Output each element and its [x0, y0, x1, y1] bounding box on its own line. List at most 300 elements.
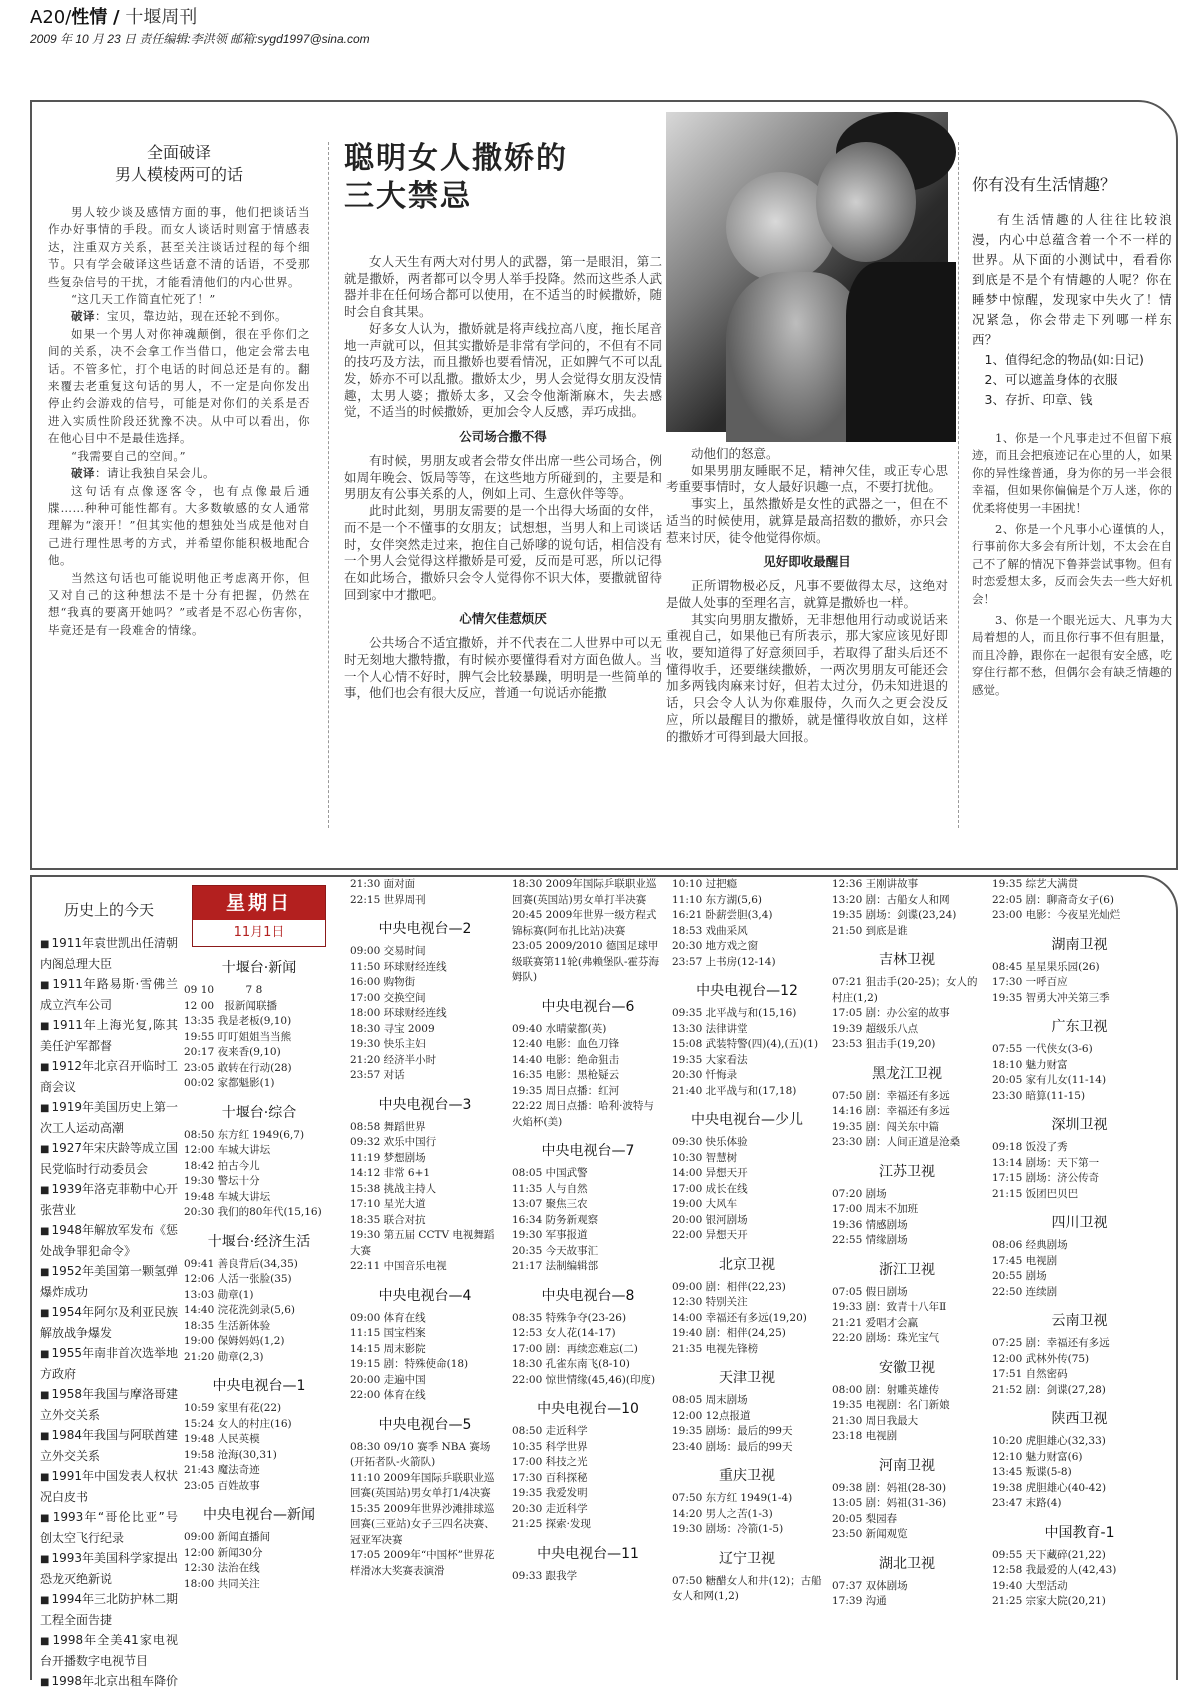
subheading: 见好即收最醒目 — [763, 554, 851, 570]
program-item: 12:58 我最爱的人(42,43) — [992, 1564, 1117, 1576]
program-item: 17:05 2009年“中国杯”世界花样滑冰大奖赛表演滑 — [350, 1549, 495, 1577]
program-item: 20:30 我们的80年代(15,16) — [184, 1206, 322, 1218]
channel-name: 十堰台·经济生活 — [207, 1233, 311, 1250]
history-event: ■ 1911年袁世凯出任清朝内阁总理大臣 — [40, 934, 178, 974]
channel-name: 中央电视台—新闻 — [203, 1507, 315, 1523]
paragraph: “这几天工作简直忙死了！” — [71, 292, 216, 307]
program-item: 19:48 车城大讲坛 — [184, 1190, 271, 1203]
page-folio — [30, 6, 1170, 30]
program-item: 19:35 剧场：剑谍(23,24) — [832, 909, 957, 921]
program-item: 21:40 北平战与和(17,18) — [672, 1084, 797, 1097]
channel-name: 中国教育-1 — [1044, 1524, 1115, 1541]
program-item: 19:40 大型活动 — [992, 1579, 1068, 1592]
channel-name: 河南卫视 — [879, 1457, 935, 1474]
keyword: 破译 — [71, 309, 95, 324]
program-item: 19:33 剧：致青十八年Ⅱ — [832, 1301, 947, 1313]
paragraph: 女人天生有两大对付男人的武器，第一是眼泪，第二就是撒娇，两者都可以令男人举手投降。然而这些杀人武器并非在任何场合都可以使用，在不适当的时候撒娇，随时会自食其果。 — [344, 255, 662, 320]
channel-name: 中央电视台—2 — [378, 921, 472, 937]
article-body — [48, 204, 310, 639]
program-item: 12:06 人活一张脸(35) — [184, 1273, 292, 1285]
channel-name: 重庆卫视 — [719, 1468, 775, 1484]
divider — [958, 142, 959, 828]
channel-name: 天津卫视 — [719, 1370, 775, 1386]
program-item: 07:50 东方红 1949(1-4) — [672, 1492, 793, 1504]
channel-name: 十堰台·新闻 — [221, 960, 297, 976]
program-item: 22:00 体育在线 — [350, 1389, 426, 1401]
program-item: 12:53 女人花(14-17) — [512, 1327, 616, 1339]
program-item: 07:25 剧：幸福还有多远 — [992, 1337, 1110, 1349]
section-name: 性情 — [71, 7, 108, 28]
program-item: 18:10 魅力财富 — [992, 1058, 1068, 1071]
program-item: 19:00 保姆妈妈(1,2) — [184, 1335, 285, 1347]
feature-box — [30, 100, 1178, 870]
program-item: 21:15 饭团巴贝巴 — [992, 1187, 1079, 1200]
paragraph: 此时此刻，男朋友需要的是一个出得大场面的女伴，而不是一个不懂事的女朋友；试想想，当男人和上司谈话时，女伴突然走过来，抱住自己娇嗲的说句话，相信没有一个男人会觉得这样撒娇是可爱，反而是可恶，所以记得在如此场合，撒娇只会令人觉得你不识大体，要撒就留待回到家中才撒吧。 — [344, 504, 662, 602]
program-item: 08:45 星星果乐园(26) — [992, 960, 1100, 973]
program-item: 08:05 周末剧场 — [672, 1394, 748, 1406]
history-event: ■ 1954年阿尔及利亚民族解放战争爆发 — [40, 1303, 178, 1343]
program-item: 09:00 新闻直播间 — [184, 1531, 271, 1543]
history-list — [40, 934, 178, 1693]
program-item: 20:00 走遍中国 — [350, 1373, 426, 1386]
program-item: 19:35 剧：闯关东中篇 — [832, 1120, 940, 1133]
program-item: 10:59 家里有花(22) — [184, 1402, 282, 1414]
program-item: 12:00 车城大讲坛 — [184, 1144, 271, 1156]
program-item: 23:05 敢转在行动(28) — [184, 1061, 292, 1074]
program-item: 11:10 东方湖(5,6) — [672, 893, 762, 906]
program-item: 09:00 剧：相伴(22,23) — [672, 1280, 786, 1293]
channel-name: 湖南卫视 — [1051, 936, 1108, 953]
program-item: 16:35 电影：黑枪疑云 — [512, 1069, 620, 1081]
program-item: 17:05 剧：办公室的故事 — [832, 1007, 950, 1019]
program-item: 08:50 东方红 1949(6,7) — [184, 1128, 305, 1141]
paragraph: 动他们的怒意。 — [691, 447, 779, 461]
channel-name: 中央电视台—12 — [696, 983, 798, 999]
article-coquetry — [344, 102, 662, 868]
program-item: 21:25 宗家大院(20,21) — [992, 1595, 1106, 1607]
program-item: 09 10 7 8 — [184, 984, 263, 996]
program-item: 19:35 我爱发明 — [512, 1487, 588, 1499]
program-item: 07:37 双体剧场 — [832, 1579, 908, 1592]
program-item: 22:15 世界周刊 — [350, 893, 426, 906]
program-item: 17:30 百科探秘 — [512, 1471, 588, 1484]
history-event: ■ 1952年美国第一颗氢弹爆炸成功 — [40, 1262, 178, 1302]
program-item: 08:35 特殊争夺(23-26) — [512, 1311, 627, 1324]
program-item: 23:57 对话 — [350, 1069, 405, 1081]
program-item: 20:30 走近科学 — [512, 1502, 588, 1515]
program-item: 19:35 电视剧：名门新娘 — [832, 1399, 950, 1411]
program-item: 07:21 狙击手(20-25)；女人的村庄(1,2) — [832, 976, 978, 1004]
program-item: 17:15 剧场：济公传奇 — [992, 1172, 1100, 1184]
program-item: 07:05 假日剧场 — [832, 1285, 908, 1298]
program-item: 14:16 剧：幸福还有多远 — [832, 1105, 950, 1117]
program-item: 17:00 交换空间 — [350, 991, 426, 1004]
program-item: 07:20 剧场 — [832, 1187, 887, 1200]
program-item: 22:22 周日点播：哈利·波特与火焰杯(美) — [512, 1100, 654, 1128]
program-item: 13:03 勋章(1) — [184, 1288, 254, 1301]
channel-name: 湖北卫视 — [879, 1555, 935, 1572]
program-item: 20:17 夜来香(9,10) — [184, 1046, 281, 1058]
channel-name: 中央电视台—4 — [378, 1287, 472, 1304]
program-item: 21:35 电视先锋榜 — [672, 1342, 759, 1355]
couple-photo — [666, 112, 948, 432]
program-item: 12:00 新闻30分 — [184, 1546, 263, 1559]
program-item: 20:05 梨园春 — [832, 1512, 898, 1525]
program-item: 12:36 王刚讲故事 — [832, 878, 919, 890]
divider — [328, 142, 329, 828]
paragraph: 破译：宝贝，靠边站，现在还轮不到你。 — [71, 309, 287, 324]
program-item: 12 00 报新闻联播 — [184, 999, 278, 1012]
channel-name: 中央电视台—8 — [541, 1287, 635, 1304]
program-item: 13:35 我是老板(9,10) — [184, 1015, 292, 1027]
program-item: 18:35 生活新体验 — [184, 1319, 271, 1332]
program-item: 08:50 走近科学 — [512, 1425, 588, 1437]
history-event: ■ 1991年中国发表人权状况白皮书 — [40, 1467, 178, 1507]
history-event: ■ 1993年“哥伦比亚”号创太空飞行纪录 — [40, 1508, 178, 1548]
program-item: 10:30 智慧树 — [672, 1151, 738, 1164]
program-item: 21:52 剧：剑谍(27,28) — [992, 1383, 1106, 1396]
subheading: 心情欠佳惹烦厌 — [459, 611, 547, 627]
program-item: 13:05 剧：妈祖(31-36) — [832, 1497, 947, 1509]
paragraph: 如果男朋友睡眠不足，精神欠佳，或正专心思考重要事情时，女人最好识趣一点，不要打扰他。 — [666, 463, 948, 495]
quiz-answer: 2、你是一个凡事小心谨慎的人，行事前你大多会有所计划，不太会在自己不了解的情况下鲁莽尝试事物。但有时恋爱想太多，反而会失去一些大好机会！ — [972, 522, 1172, 606]
woman-body — [726, 272, 866, 442]
program-item: 14:20 男人之苦(1-3) — [672, 1507, 773, 1520]
paragraph: 这句话有点像逐客令，也有点像最后通牒……种种可能性都有。大多数敏感的女人通常理解为“滚开！”但其实他的想独处当成是他对自己进行理性思考的方式，并希望你能积极地配合他。 — [48, 483, 310, 568]
history-event: ■ 1927年宋庆龄等成立国民党临时行动委员会 — [40, 1139, 178, 1179]
program-item: 17:00 剧：再续恋难忘(二) — [512, 1342, 638, 1355]
quiz-answers — [972, 430, 1172, 699]
program-item: 19:00 大风车 — [672, 1198, 738, 1210]
channel-name: 安徽卫视 — [879, 1359, 935, 1376]
program-item: 20:55 剧场 — [992, 1270, 1047, 1282]
channel-name: 中央电视台—1 — [212, 1378, 306, 1394]
program-item: 08:05 中国武警 — [512, 1167, 588, 1179]
program-item: 12:30 法治在线 — [184, 1562, 260, 1574]
history-event: ■ 1911年路易斯·雪佛兰成立汽车公司 — [40, 975, 178, 1015]
program-item: 19:30 快乐主妇 — [350, 1038, 426, 1050]
paragraph: 有时候，男朋友或者会带女伴出席一些公司场合，例如周年晚会、饭局等等，在这些地方所碰到的，主要是和男朋友有公事关系的人，例如上司、生意伙伴等等。 — [344, 454, 662, 502]
program-item: 23:30 剧：人间正道是沧桑 — [832, 1136, 961, 1148]
paragraph: 事实上，虽然撒娇是女性的武器之一，但在不适当的时候使用，就算是最高招数的撒娇，亦只会惹来讨厌，徒令他觉得你烦。 — [666, 497, 948, 545]
article-men-words — [48, 102, 310, 868]
program-item: 19:38 虎胆雄心(40-42) — [992, 1481, 1107, 1494]
history-event: ■ 1919年美国历史上第一次工人运动高潮 — [40, 1098, 178, 1138]
history-event: ■ 1948年解放军发布《惩处战争罪犯命令》 — [40, 1221, 178, 1261]
program-item: 22:00 异想天开 — [672, 1229, 748, 1241]
program-item: 21:43 魔法奇迹 — [184, 1464, 260, 1476]
program-item: 23:18 电视剧 — [832, 1430, 898, 1442]
subheading: 公司场合撒不得 — [459, 429, 547, 445]
program-item: 18:53 戏曲采风 — [672, 924, 748, 937]
program-item: 22:00 惊世情缘(45,46)(印度) — [512, 1373, 656, 1386]
program-item: 17:00 周末不加班 — [832, 1203, 919, 1215]
program-item: 14:40 浣花洗剑录(5,6) — [184, 1304, 295, 1316]
program-item: 14:12 非常 6+1 — [350, 1167, 431, 1179]
program-item: 20:30 地方戏之窗 — [672, 940, 759, 952]
program-item: 10:10 过把瘾 — [672, 878, 738, 890]
program-item: 08:58 舞蹈世界 — [350, 1120, 426, 1133]
program-item: 11:35 人与自然 — [512, 1182, 588, 1195]
schedule-column — [992, 877, 1167, 1680]
program-item: 11:19 梦想剧场 — [350, 1151, 426, 1164]
program-item: 19:35 剧场：最后的99天 — [672, 1425, 793, 1437]
channel-name: 中央电视台—11 — [537, 1545, 639, 1562]
channel-name: 云南卫视 — [1051, 1313, 1108, 1329]
program-item: 09:00 交易时间 — [350, 945, 426, 957]
program-item: 19:35 周日点播：红河 — [512, 1084, 620, 1097]
article-body — [344, 254, 662, 421]
page-number: A20/ — [30, 7, 72, 28]
editor-line: 2009 年 10 月 23 日 责任编辑:李洪领 邮箱:sygd1997@sina.com — [30, 32, 370, 46]
paragraph: 当然这句话也可能说明他正考虑离开你，但又对自己的这种想法不是十分有把握，仍然在想“我真的要离开她吗？”或者是不忍心伤害你，毕竟还是有一段难舍的情缘。 — [48, 570, 310, 637]
history-event: ■ 1984年我国与阿联酋建立外交关系 — [40, 1426, 178, 1466]
program-item: 13:07 聚焦三农 — [512, 1198, 588, 1210]
paragraph: 如果一个男人对你神魂颠倒，很在乎你们之间的关系，决不会拿工作当借口，他定会常去电话。不管多忙，打个电话的时间总还是有的。翻来覆去老重复这句话的男人，不一定是向你发出停止约会游戏的信号，可能是对你们的关系是否进入实质性阶段还犹豫不决。从中可以看出，你在他心目中不是最佳选择。 — [48, 326, 310, 446]
program-item: 16:34 防务新观察 — [512, 1213, 599, 1226]
program-item: 08:00 剧：射雕英雄传 — [832, 1383, 940, 1396]
program-item: 14:40 电影：绝命狙击 — [512, 1053, 620, 1066]
program-item: 16:21 卧薪尝胆(3,4) — [672, 909, 773, 921]
program-item: 12:00 12点报道 — [672, 1409, 751, 1422]
history-event: ■ 1958年我国与摩洛哥建立外交关系 — [40, 1385, 178, 1425]
program-item: 20:05 家有儿女(11-14) — [992, 1074, 1107, 1086]
channel-name: 中央电视台—7 — [541, 1143, 635, 1159]
program-item: 15:35 2009年世界沙滩排球巡回赛(三亚站)女子三四名决赛、冠亚军决赛 — [350, 1502, 495, 1546]
program-item: 22:20 剧场：珠光宝气 — [832, 1332, 940, 1344]
paper-name: 十堰周刊 — [125, 7, 198, 28]
paragraph: 公共场合不适宜撒娇，并不代表在二人世界中可以无时无刻地大撒特撒，有时候亦要懂得看对方面色做人。当一个人心情不好时，脾气会比较暴躁，明明是一些简单的事，他们也会有很大反应，普通一句说话亦能撒 — [344, 636, 662, 701]
channel-name: 十堰台·综合 — [221, 1104, 297, 1121]
article-title: 全面破译 男人模棱两可的话 — [114, 143, 243, 184]
program-item: 12:00 武林外传(75) — [992, 1352, 1090, 1365]
channel-name: 四川卫视 — [1051, 1215, 1108, 1231]
program-item: 15:24 女人的村庄(16) — [184, 1417, 292, 1430]
history-event: ■ 1912年北京召开临时工商会议 — [40, 1057, 178, 1097]
program-item: 11:15 国宝档案 — [350, 1327, 426, 1339]
program-item: 09:33 跟我学 — [512, 1569, 578, 1582]
program-item: 13:14 剧场：天下第一 — [992, 1156, 1100, 1169]
quiz-answer: 1、你是一个凡事走过不但留下痕迹，而且会把痕迹记在心里的人，如果你的异性缘普通，身为你的另一半会很幸福，但如果你偏偏是个万人迷，你的优柔将使男一丰困扰！ — [972, 431, 1172, 515]
program-item: 00:02 家都魁影(1) — [184, 1077, 275, 1089]
article-body — [344, 453, 662, 603]
program-item: 14:00 异想天开 — [672, 1167, 748, 1179]
program-item: 23:47 末路(4) — [992, 1497, 1062, 1509]
man-face — [816, 142, 916, 262]
program-item: 19:35 智勇大冲关第三季 — [992, 991, 1110, 1004]
program-item: 09:41 善良背后(34,35) — [184, 1257, 298, 1270]
channel-name: 江苏卫视 — [879, 1163, 935, 1180]
program-item: 07:50 剧：幸福还有多远 — [832, 1089, 950, 1102]
article-title: 聪明女人撒娇的 三大禁忌 — [344, 141, 568, 214]
quiz-option: 1、值得纪念的物品(如:日记) — [984, 352, 1144, 367]
program-item: 15:08 武装特警(四)(4),(五)(1) — [672, 1038, 819, 1050]
date: 11月1日 — [193, 920, 325, 946]
schedule-column — [350, 877, 500, 1680]
paragraph: 正所谓物极必反，凡事不要做得太尽，这绝对是做人处事的至理名言，就算是撒娇也一样。 — [666, 579, 948, 610]
channel-name: 广东卫视 — [1051, 1019, 1108, 1035]
program-item: 19:15 剧：特殊使命(18) — [350, 1358, 469, 1370]
program-item: 23:53 狙击手(19,20) — [832, 1038, 936, 1050]
program-item: 22:55 情缘剧场 — [832, 1234, 908, 1246]
schedule-column — [832, 877, 982, 1680]
program-item: 11:50 环球财经连线 — [350, 960, 447, 973]
history-event: ■ 1998年北京出租车降价 — [40, 1672, 178, 1693]
program-item: 21:25 探索·发现 — [512, 1518, 591, 1530]
tv-listing-box — [30, 875, 1178, 1688]
channel-name: 中央电视台—5 — [378, 1416, 472, 1433]
program-item: 19:30 剧场：冷箭(1-5) — [672, 1523, 784, 1535]
program-item: 17:00 科技之光 — [512, 1456, 588, 1468]
paragraph: 男人较少谈及感情方面的事，他们把谈话当作办好事情的手段。而女人谈话时则富于情感表达，注重双方关系，甚至关注谈话过程的每个细节。只有学会破译这些话意不清的话语，不受那些复杂信号的干扰，才能看清他们的内心世界。 — [48, 205, 310, 289]
channel-name: 中央电视台—3 — [378, 1096, 472, 1113]
program-item: 20:35 今天故事汇 — [512, 1244, 599, 1257]
separator: / — [113, 7, 120, 28]
program-item: 17:30 一呼百应 — [992, 976, 1068, 988]
history-event: ■ 1994年三北防护林二期工程全面告捷 — [40, 1590, 178, 1630]
program-item: 09:40 水晴蒙都(英) — [512, 1022, 607, 1035]
program-item: 20:30 忏悔录 — [672, 1069, 738, 1081]
program-item: 18:00 环球财经连线 — [350, 1007, 447, 1019]
program-item: 23:40 剧场：最后的99天 — [672, 1440, 793, 1453]
program-item: 13:45 叛谍(5-8) — [992, 1466, 1072, 1478]
program-item: 14:15 周末影院 — [350, 1342, 426, 1355]
program-item: 13:20 剧：古船女人和网 — [832, 893, 950, 906]
history-today — [40, 877, 178, 1688]
program-item: 09:18 饭没了秀 — [992, 1141, 1068, 1153]
program-item: 18:30 孔雀东南飞(8-10) — [512, 1358, 630, 1370]
paragraph: 破译：请让我独自呆会儿。 — [71, 466, 215, 481]
program-item: 08:06 经典剧场 — [992, 1239, 1068, 1251]
program-item: 07:50 糖醋女人和井(12)；古船女人和网(1,2) — [672, 1574, 822, 1602]
date-badge — [192, 885, 326, 947]
quiz-options — [972, 350, 1172, 410]
schedule-column — [672, 877, 822, 1680]
weekday: 星期日 — [193, 886, 325, 920]
program-item: 16:00 购物街 — [350, 976, 416, 988]
program-item: 21:20 经济半小时 — [350, 1053, 437, 1066]
history-event: ■ 1993年美国科学家提出恐龙灭绝新说 — [40, 1549, 178, 1589]
channel-name: 中央电视台—少儿 — [691, 1112, 803, 1128]
program-item: 09:30 快乐体验 — [672, 1136, 748, 1148]
program-item: 19:30 第五届 CCTV 电视舞蹈大赛 — [350, 1229, 495, 1257]
program-item: 09:55 天下藏碎(21,22) — [992, 1548, 1106, 1561]
article-body — [666, 446, 948, 546]
channel-name: 深圳卫视 — [1051, 1117, 1108, 1133]
channel-name: 北京卫视 — [719, 1256, 775, 1273]
keyword: 破译 — [71, 466, 95, 481]
program-item: 22:11 中国音乐电视 — [350, 1260, 447, 1272]
program-item: 10:35 科学世界 — [512, 1440, 588, 1453]
page-header — [30, 6, 1170, 54]
program-item: 12:30 特别关注 — [672, 1296, 748, 1308]
program-item: 23:00 电影：今夜星光灿烂 — [992, 909, 1121, 921]
history-event: ■ 1939年洛克菲勒中心开张营业 — [40, 1180, 178, 1220]
program-item: 19:30 军事报道 — [512, 1229, 588, 1241]
program-item: 22:05 剧：聊斋奇女子(6) — [992, 893, 1114, 906]
program-item: 19:39 超级乐八点 — [832, 1022, 919, 1035]
program-item: 17:45 电视剧 — [992, 1254, 1058, 1267]
paragraph: 好多女人认为，撒娇就是将声线拉高八度，拖长尾音地一声就可以，但其实撒娇是非常有学问的，不但有不同的技巧及方法，而且撒娇也要看情况，正如脾气不可以乱发，娇亦不可以乱撒。撒娇太少，男人会觉得女朋友没情趣，太男人婆；撒娇太多，又会令他渐渐麻木，失去感觉，不适当的时候撒娇，更加会令人反感，弄巧成拙。 — [344, 321, 662, 420]
program-item: 13:30 法律讲堂 — [672, 1022, 748, 1035]
channel-name: 吉林卫视 — [879, 952, 935, 968]
program-item: 20:00 银河剧场 — [672, 1213, 748, 1226]
channel-name: 辽宁卫视 — [719, 1550, 775, 1567]
program-item: 14:00 幸福还有多远(19,20) — [672, 1311, 807, 1324]
history-event: ■ 1911年上海光复,陈其美任沪军都督 — [40, 1016, 178, 1056]
channel-name: 浙江卫视 — [879, 1261, 935, 1278]
paragraph: 其实向男朋友撒娇，无非想他用行动或说话来重视自己，如果他已有所表示，那大家应该见好即收，要知道得了好意须回手，若取得了甜头后还不懂得收手，还要继续撒娇，一两次男朋友可能还会加多两钱肉麻来讨好，但若太过分，仍未知进退的话，只会令人认为你难服侍，久而久之更会没反应，所以最醒目的撒娇，就是懂得收放自如，这样的撒娇才可得到最大回报。 — [666, 612, 948, 744]
quiz-article — [972, 102, 1172, 868]
program-item: 17:10 星光大道 — [350, 1198, 426, 1210]
program-item: 19:58 沧海(30,31) — [184, 1448, 277, 1461]
program-item: 19:36 情感剧场 — [832, 1218, 908, 1231]
paragraph: “我需要自己的空间。” — [71, 448, 187, 463]
program-item: 18:00 共同关注 — [184, 1577, 260, 1590]
program-item: 09:35 北平战与和(15,16) — [672, 1007, 797, 1019]
man-arm — [846, 262, 956, 442]
quiz-intro: 有生活情趣的人往往比较浪漫，内心中总蕴含着一个不一样的世界。从下面的小测试中，看看你到底是不是个有情趣的人呢？你在睡梦中惊醒，发现家中失火了！情况紧急，你会带走下列哪一样东西？ — [972, 212, 1172, 347]
program-item: 23:57 上书房(12-14) — [672, 955, 776, 968]
program-item: 08:30 09/10 赛季 NBA 赛场(开拓者队-火箭队) — [350, 1440, 491, 1468]
article-body — [344, 635, 662, 702]
history-event: ■ 1998年全美41家电视台开播数字电视节目 — [40, 1631, 178, 1671]
schedule-column — [512, 877, 664, 1680]
program-item: 19:40 剧：相伴(24,25) — [672, 1327, 786, 1339]
program-item: 18:42 拍古今儿 — [184, 1159, 260, 1172]
quiz-option: 3、存折、印章、钱 — [984, 392, 1093, 407]
program-item: 10:20 虎胆雄心(32,33) — [992, 1435, 1106, 1447]
program-item: 17:51 自然密码 — [992, 1368, 1068, 1380]
program-item: 09:00 体育在线 — [350, 1311, 426, 1324]
channel-name: 中央电视台—10 — [537, 1401, 639, 1417]
history-event: ■ 1955年南非首次选举地方政府 — [40, 1344, 178, 1384]
quiz-title: 你有没有生活情趣？ — [972, 175, 1117, 194]
program-item: 12:10 魅力财富(6) — [992, 1450, 1083, 1463]
program-item: 21:30 周日我最大 — [832, 1414, 919, 1427]
article-body — [666, 578, 948, 745]
program-item: 19:48 人民英模 — [184, 1433, 260, 1445]
program-item: 20:45 2009年世界一级方程式锦标赛(阿布扎比站)决赛 — [512, 909, 657, 937]
program-item: 18:35 联合对抗 — [350, 1213, 426, 1226]
program-item: 19:55 叮叮姐姐当当熊 — [184, 1030, 292, 1043]
program-item: 22:50 连续剧 — [992, 1285, 1058, 1298]
program-item: 15:38 挑战主持人 — [350, 1182, 437, 1195]
program-item: 17:39 沟通 — [832, 1595, 887, 1607]
history-title: 历史上的今天 — [63, 901, 154, 919]
program-item: 23:50 新闻观览 — [832, 1528, 908, 1540]
channel-name: 黑龙江卫视 — [872, 1065, 942, 1082]
program-item: 09:38 剧：妈祖(28-30) — [832, 1481, 947, 1494]
program-item: 21:30 面对面 — [350, 878, 416, 890]
program-item: 12:40 电影：血色刀锋 — [512, 1038, 620, 1050]
program-item: 21:50 到底是谁 — [832, 924, 908, 937]
program-item: 23:05 百姓故事 — [184, 1479, 260, 1492]
program-item: 19:30 警坛十分 — [184, 1175, 260, 1187]
program-item: 21:21 爱唱才会赢 — [832, 1316, 919, 1329]
program-item: 07:55 一代侠女(3-6) — [992, 1043, 1093, 1055]
program-item: 09:32 欢乐中国行 — [350, 1136, 437, 1148]
channel-name: 陕西卫视 — [1051, 1411, 1108, 1427]
program-item: 21:20 勋章(2,3) — [184, 1350, 264, 1363]
quiz-answer: 3、你是一个眼光远大、凡事为大局着想的人，而且你行事不但有胆量，而且冷静，跟你在一起很有安全感，吃穿住行都不愁，但偶尔会有缺乏情趣的感觉。 — [972, 613, 1172, 697]
program-item: 23:05 2009/2010 德国足球甲级联赛第11轮(弗赖堡队-霍芬海姆队) — [512, 940, 660, 983]
program-item: 21:17 法制编辑部 — [512, 1260, 599, 1272]
program-item: 19:35 综艺大满贯 — [992, 878, 1079, 890]
program-item: 17:00 成长在线 — [672, 1182, 748, 1195]
program-item: 11:10 2009年国际乒联职业巡回赛(英国站)男女单打1/4决赛 — [350, 1471, 495, 1499]
article-continued — [666, 102, 948, 868]
